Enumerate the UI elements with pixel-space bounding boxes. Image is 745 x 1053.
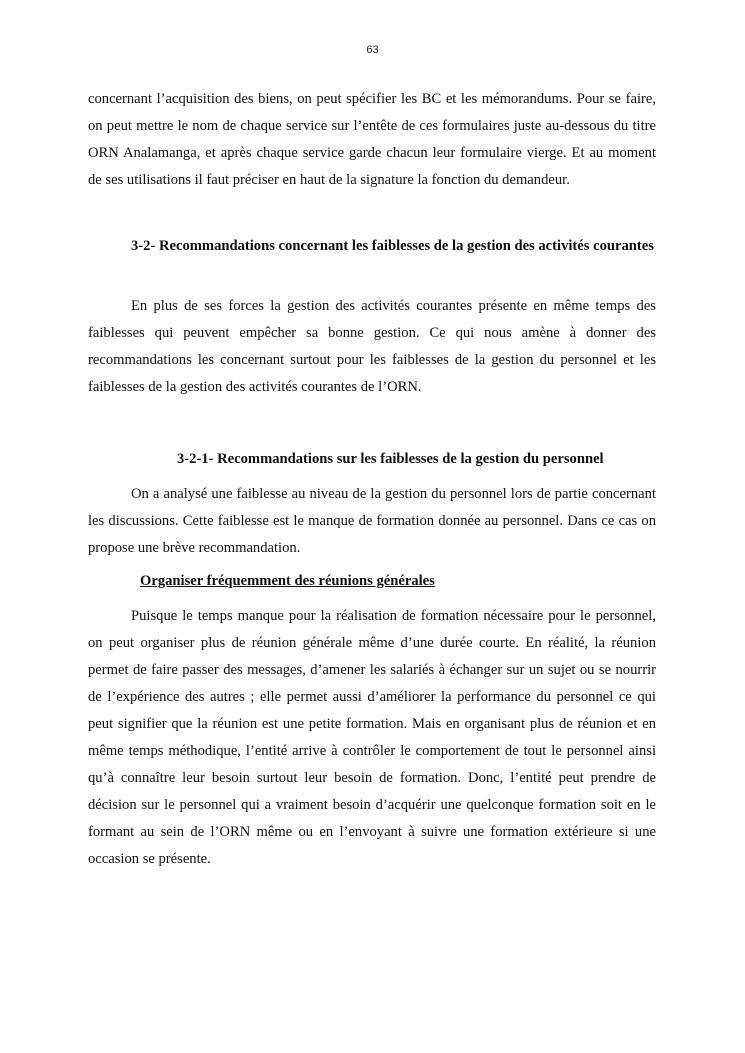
page-number: 63 — [366, 44, 379, 56]
intro-paragraph: concernant l’acquisition des biens, on peut spécifier les BC et les mémorandums. Pour se faire, on peut mettre le nom de chaque service sur l’entête de ces formulaires juste au-dessous du titre ORN Analamanga, et après chaque service garde chacun leur formulaire vierge. Et au moment de ses utilisations il faut préciser en haut de la signature la fonction du demandeur. — [88, 91, 656, 188]
section-3-2-paragraph: En plus de ses forces la gestion des activités courantes présente en même temps des faiblesses qui peuvent empêcher sa bonne gestion. Ce qui nous amène à donner des recommandations les concernant surtout pour les faiblesses de la gestion du personnel et les faiblesses de la gestion des activités courantes de l’ORN. — [88, 298, 656, 395]
section-3-2-1-heading: 3-2-1- Recommandations sur les faiblesses de la gestion du personnel — [177, 451, 604, 467]
section-3-2-heading: 3-2- Recommandations concernant les faiblesses de la gestion des activités courantes — [131, 238, 654, 254]
section-3-2-1-paragraph: On a analysé une faiblesse au niveau de la gestion du personnel lors de partie concernant les discussions. Cette faiblesse est le manque de formation donnée au personnel. Dans ce cas on propose une brève recommandation. — [88, 486, 656, 556]
recommendation-heading-wrapper — [88, 568, 656, 595]
recommendation-paragraph: Puisque le temps manque pour la réalisation de formation nécessaire pour le personnel, on peut organiser plus de réunion générale même d’une durée courte. En réalité, la réunion permet de faire passer des messages, d’amener les salariés à échanger sur un sujet ou se nourrir de l’expérience des autres ; elle permet aussi d’améliorer la performance du personnel ce qui peut signifier que la réunion est une petite formation. Mais en organisant plus de réunion et en même temps méthodique, l’entité arrive à contrôler le comportement de tout le personnel ainsi qu’à connaître leur besoin surtout leur besoin de formation. Donc, l’entité peut prendre de décision sur le personnel qui a vraiment besoin d’acquérir une quelconque formation soit en le formant au sein de l’ORN même ou en l’envoyant à suivre une formation extérieure si une occasion se présente. — [88, 608, 656, 867]
recommendation-heading: Organiser fréquemment des réunions générales — [140, 573, 435, 589]
